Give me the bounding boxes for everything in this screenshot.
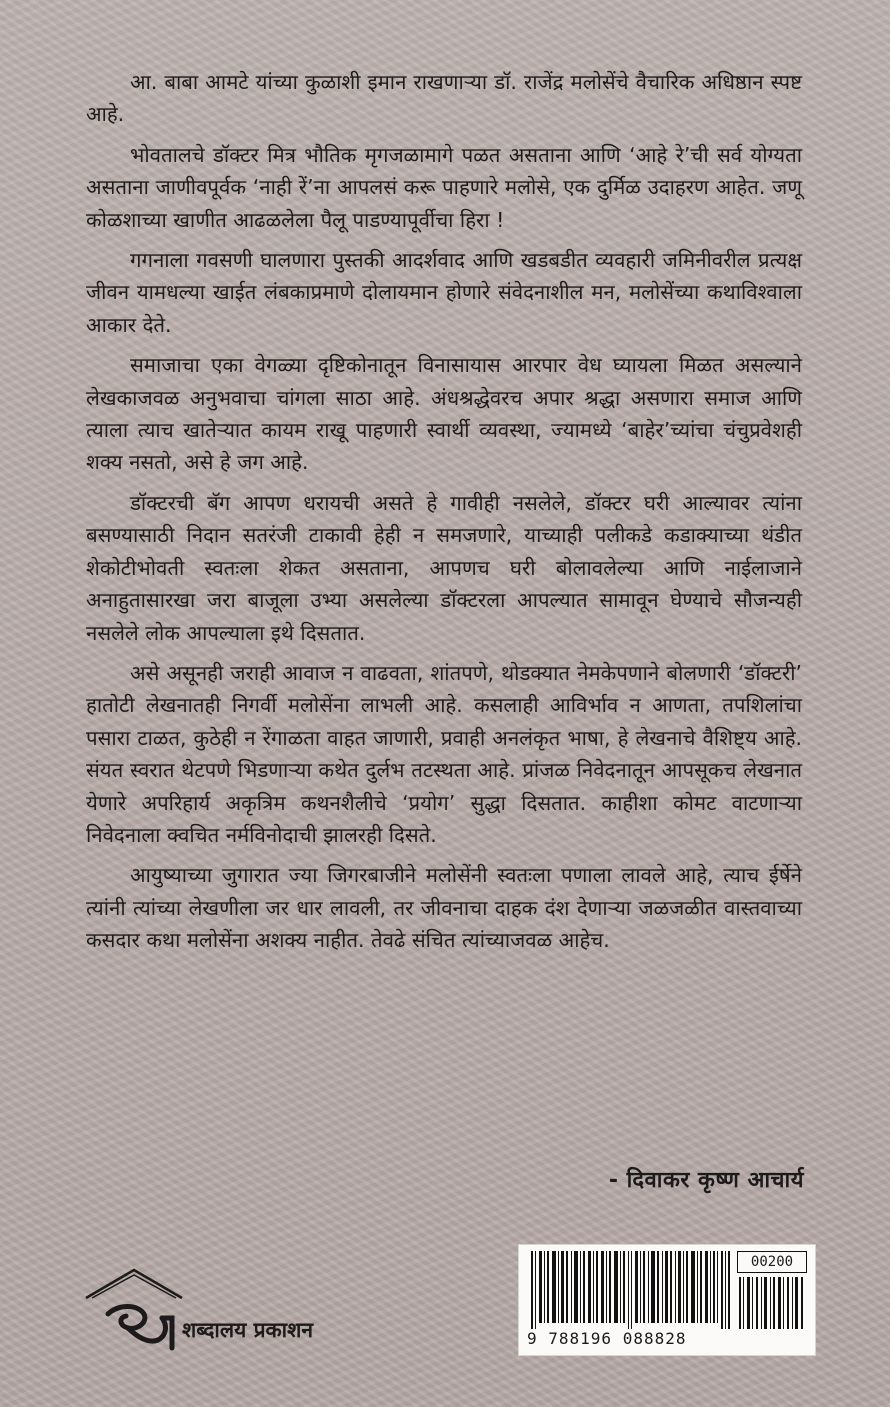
publisher-mark <box>78 1264 368 1354</box>
blurb-paragraph-7: आयुष्याच्या जुगारात ज्या जिगरबाजीने मलोसेंनी स्वतःला पणाला लावले आहे, त्याच ईर्षेने त्यांनी त्यांच्या लेखणीला जर धार लावली, तर जीवनाचा दाहक दंश देणाऱ्या जळजळीत वास्तवाच्या कसदार कथा मलोसेंना अशक्य नाहीत. तेवढे संचित त्यांच्याजवळ आहेच. <box>86 863 802 953</box>
isbn-barcode <box>531 1251 731 1329</box>
addon-barcode <box>739 1277 805 1329</box>
blurb-paragraph-2: भोवतालचे डॉक्टर मित्र भौतिक मृगजळामागे पळत असताना आणि ‘आहे रे’ची सर्व योग्यता असताना जाणीवपूर्वक ‘नाही रें’ना आपलसं करू पाहणारे मलोसे, एक दुर्मिळ उदाहरण आहेत. जणू कोळशाच्या खाणीत आढळलेला पैलू पाडण्यापूर्वीचा हिरा ! <box>86 142 802 232</box>
price-code: 00200 <box>737 1251 807 1273</box>
blurb-paragraph-5: डॉक्टरची बॅग आपण धरायची असते हे गावीही नसलेले, डॉक्टर घरी आल्यावर त्यांना बसण्यासाठी निदान सतरंजी टाकावी हेही न समजणारे, याच्याही पलीकडे कडाक्याच्या थंडीत शेकोटीभोवती स्वतःला शेकत असताना, आपणच घरी बोलावलेल्या आणि नाईलाजाने अनाहुतासारखा जरा बाजूला उभ्या असलेल्या डॉक्टरला आपल्यात सामावून घेण्याचे सौजन्यही नसलेले लोक आपल्याला इथे दिसतात. <box>86 490 802 645</box>
author-signature: - दिवाकर कृष्ण आचार्य <box>608 1168 804 1193</box>
blurb-paragraph-6: असे असूनही जराही आवाज न वाढवता, शांतपणे, थोडक्यात नेमकेपणाने बोलणारी ‘डॉक्टरी’ हातोटी लेखनातही निगर्वी मलोसेंना लाभली आहे. कसलाही आविर्भाव न आणता, तपशिलांचा पसारा टाळत, कुठेही न रेंगाळता वाहत जाणारी, प्रवाही अनलंकृत भाषा, हे लेखनाचे वैशिष्ट्य आहे. संयत स्वरात थेटपणे भिडणाऱ्या कथेत दुर्लभ तटस्थता आहे. प्रांजळ निवेदनातून आपसूकच लेखनात येणारे अपरिहार्य अकृत्रिम कथनशैलीचे ‘प्रयोग’ सुद्धा दिसतात. काहीशा कोमट वाटणाऱ्या निवेदनाला क्वचित नर्मविनोदाची झालरही दिसते. <box>86 660 802 847</box>
blurb-paragraph-3: गगनाला गवसणी घालणारा पुस्तकी आदर्शवाद आणि खडबडीत व्यवहारी जमिनीवरील प्रत्यक्ष जीवन यामधल्या खाईत लंबकाप्रमाणे दोलायमान होणारे संवेदनाशील मन, मलोसेंच्या कथाविश्वाला आकार देते. <box>86 248 802 337</box>
blurb-paragraph-1: आ. बाबा आमटे यांच्या कुळाशी इमान राखणाऱ्या डॉ. राजेंद्र मलोसेंचे वैचारिक अधिष्ठान स्पष्ट आहे. <box>86 70 802 127</box>
house-logo-icon <box>78 1264 188 1354</box>
isbn-number: 9 788196 088828 <box>527 1329 687 1348</box>
barcode-label <box>518 1244 816 1356</box>
blurb-text <box>86 66 802 965</box>
publisher-name: शब्दालय प्रकाशन <box>182 1318 314 1342</box>
blurb-paragraph-4: समाजाचा एका वेगळ्या दृष्टिकोनातून विनासायास आरपार वेध घ्यायला मिळत असल्याने लेखकाजवळ अनुभवाचा चांगला साठा आहे. अंधश्रद्धेवरच अपार श्रद्धा असणारा समाज आणि त्याला त्याच खातेऱ्यात कायम राखू पाहणारी स्वार्थी व्यवस्था, ज्यामध्ये ‘बाहेर’च्यांचा चंचुप्रवेशही शक्य नसतो, असे हे जग आहे. <box>86 353 802 475</box>
